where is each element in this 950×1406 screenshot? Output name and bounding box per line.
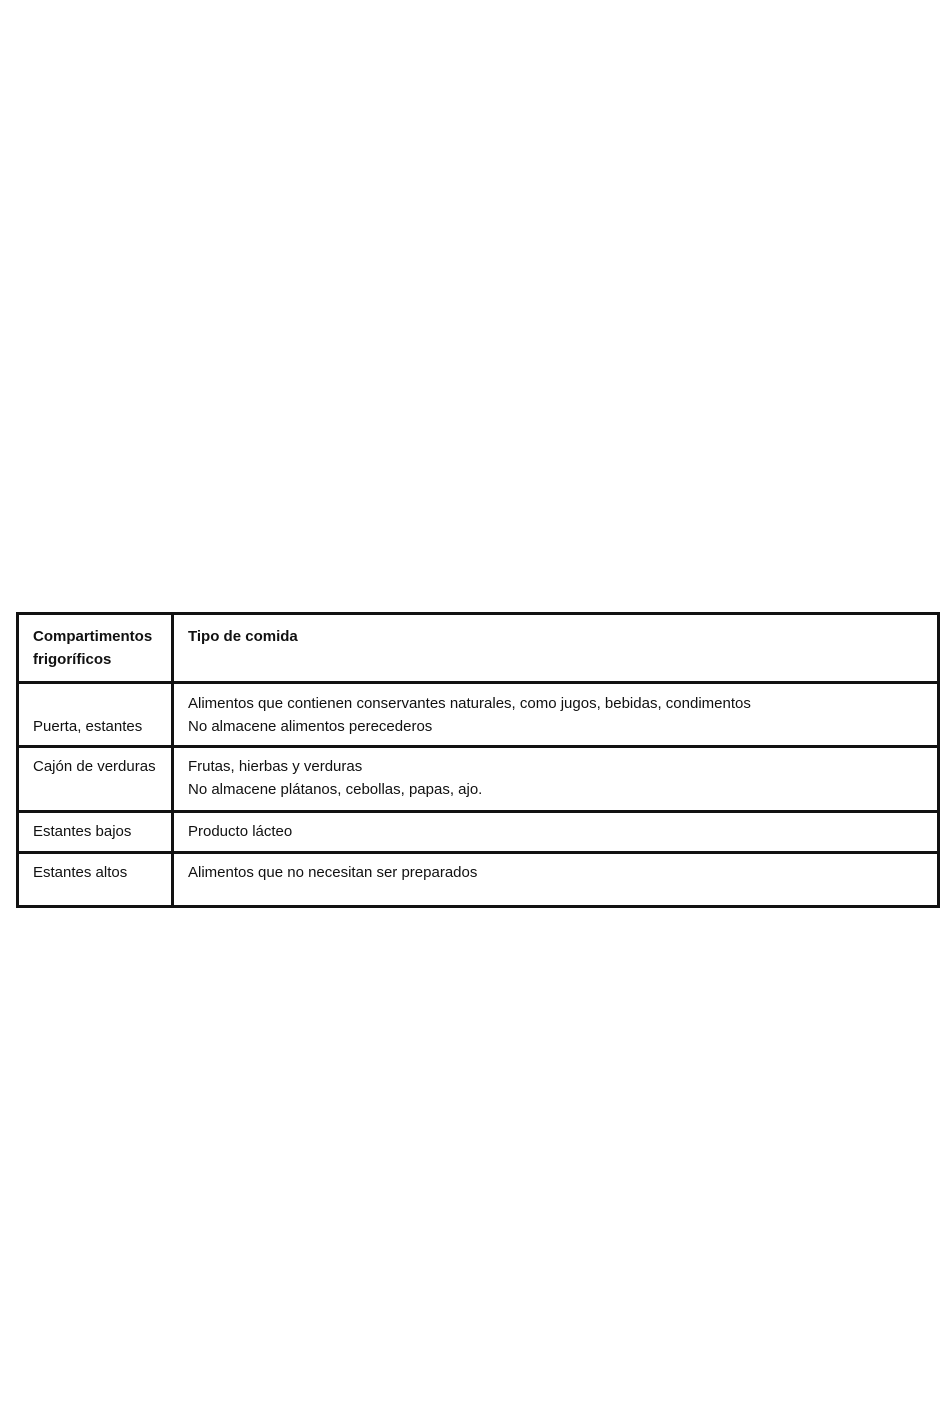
header-food-type: Tipo de comida — [173, 614, 939, 683]
food-line: No almacene alimentos perecederos — [188, 718, 433, 735]
compartment-cell: Cajón de verduras — [18, 747, 173, 812]
food-line: Frutas, hierbas y verduras — [188, 758, 363, 775]
table-row — [18, 683, 939, 747]
food-line: Alimentos que contienen conservantes naturales, como jugos, bebidas, condimentos — [188, 695, 751, 712]
compartment-cell: Estantes bajos — [18, 812, 173, 853]
fridge-compartments-table-wrapper — [16, 612, 937, 908]
compartment-cell: Puerta, estantes — [18, 683, 173, 747]
food-type-cell — [173, 853, 939, 907]
table-row — [18, 812, 939, 853]
food-type-cell — [173, 683, 939, 747]
food-line: No almacene plátanos, cebollas, papas, ajo. — [188, 781, 483, 798]
food-line: Producto lácteo — [188, 823, 293, 840]
food-type-cell — [173, 747, 939, 812]
food-line: Alimentos que no necesitan ser preparados — [188, 864, 478, 881]
header-compartment: Compartimentos frigoríficos — [18, 614, 173, 683]
compartment-cell: Estantes altos — [18, 853, 173, 907]
table-row — [18, 853, 939, 907]
table-header-row — [18, 614, 939, 683]
table-row — [18, 747, 939, 812]
food-type-cell — [173, 812, 939, 853]
fridge-compartments-table — [16, 612, 940, 908]
